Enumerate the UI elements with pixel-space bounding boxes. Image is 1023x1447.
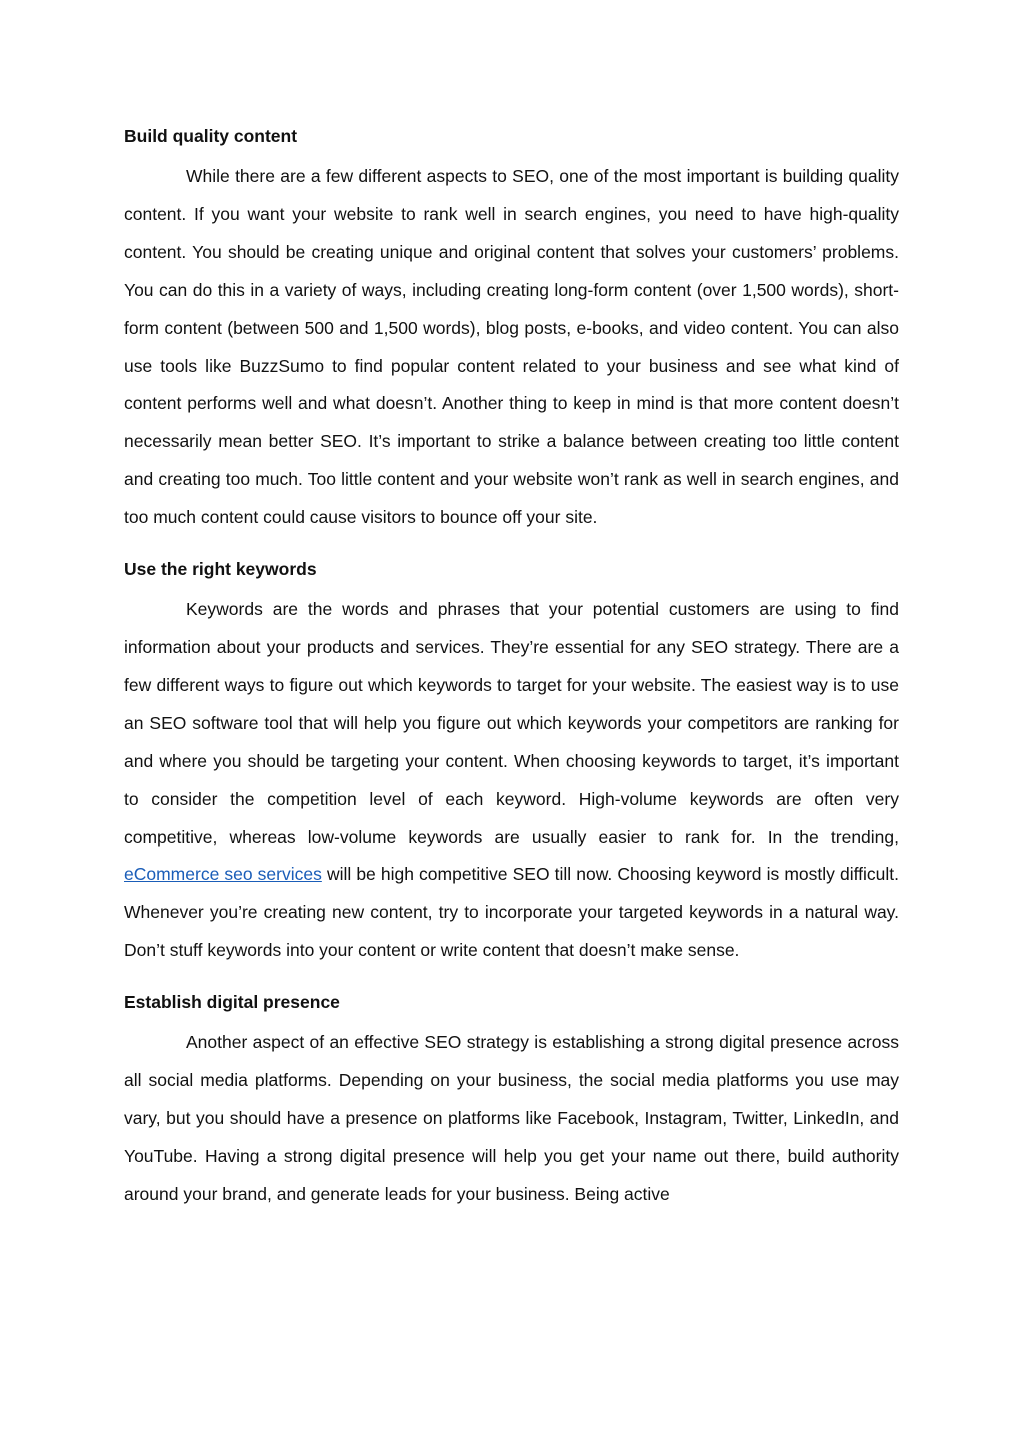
paragraph-text-before-link: Keywords are the words and phrases that your potential customers are using to find information about your products and services. They’re essential for any SEO strategy. There are a few different ways to figure out which keywords to target for your website. The easiest way is to use an SEO software tool that will help you figure out which keywords your competitors are ranking for and where you should be targeting your content. When choosing keywords to target, it’s important to consider the competition level of each keyword. High-volume keywords are often very competitive, whereas low-volume keywords are usually easier to rank for. In the trending, <box>124 599 899 847</box>
section-paragraph-use-the-right-keywords <box>124 591 899 970</box>
section-heading-establish-digital-presence: Establish digital presence <box>124 992 340 1013</box>
paragraph-text-after-link: will be high competitive SEO till now. Choosing keyword is mostly difficult. Whenever you’re creating new content, try to incorporate your targeted keywords in a natural way. Don’t stuff keywords into your content or write content that doesn’t make sense. <box>124 864 899 961</box>
section-heading-build-quality-content: Build quality content <box>124 126 298 146</box>
ecommerce-seo-services-link[interactable]: eCommerce seo services <box>124 864 322 885</box>
section-heading-use-the-right-keywords: Use the right keywords <box>124 559 317 580</box>
section-paragraph-build-quality-content: While there are a few different aspects to SEO, one of the most important is building quality content. If you want your website to rank well in search engines, you need to have high-quality content. You should be creating unique and original content that solves your customers’ problems. You can do this in a variety of ways, including creating long-form content (over 1,500 words), short-form content (between 500 and 1,500 words), blog posts, e-books, and video content. You can also use tools like BuzzSumo to find popular content related to your business and see what kind of content performs well and what doesn’t. Another thing to keep in mind is that more content doesn’t necessarily mean better SEO. It’s important to strike a balance between creating too little content and creating too much. Too little content and your website won’t rank as well in search engines, and too much content could cause visitors to bounce off your site. <box>124 166 899 528</box>
document-body <box>124 118 899 1228</box>
section-paragraph-establish-digital-presence: Another aspect of an effective SEO strategy is establishing a strong digital presence across all social media platforms. Depending on your business, the social media platforms you use may vary, but you should have a presence on platforms like Facebook, Instagram, Twitter, LinkedIn, and YouTube. Having a strong digital presence will help you get your name out there, build authority around your brand, and generate leads for your business. Being active <box>124 1032 899 1204</box>
